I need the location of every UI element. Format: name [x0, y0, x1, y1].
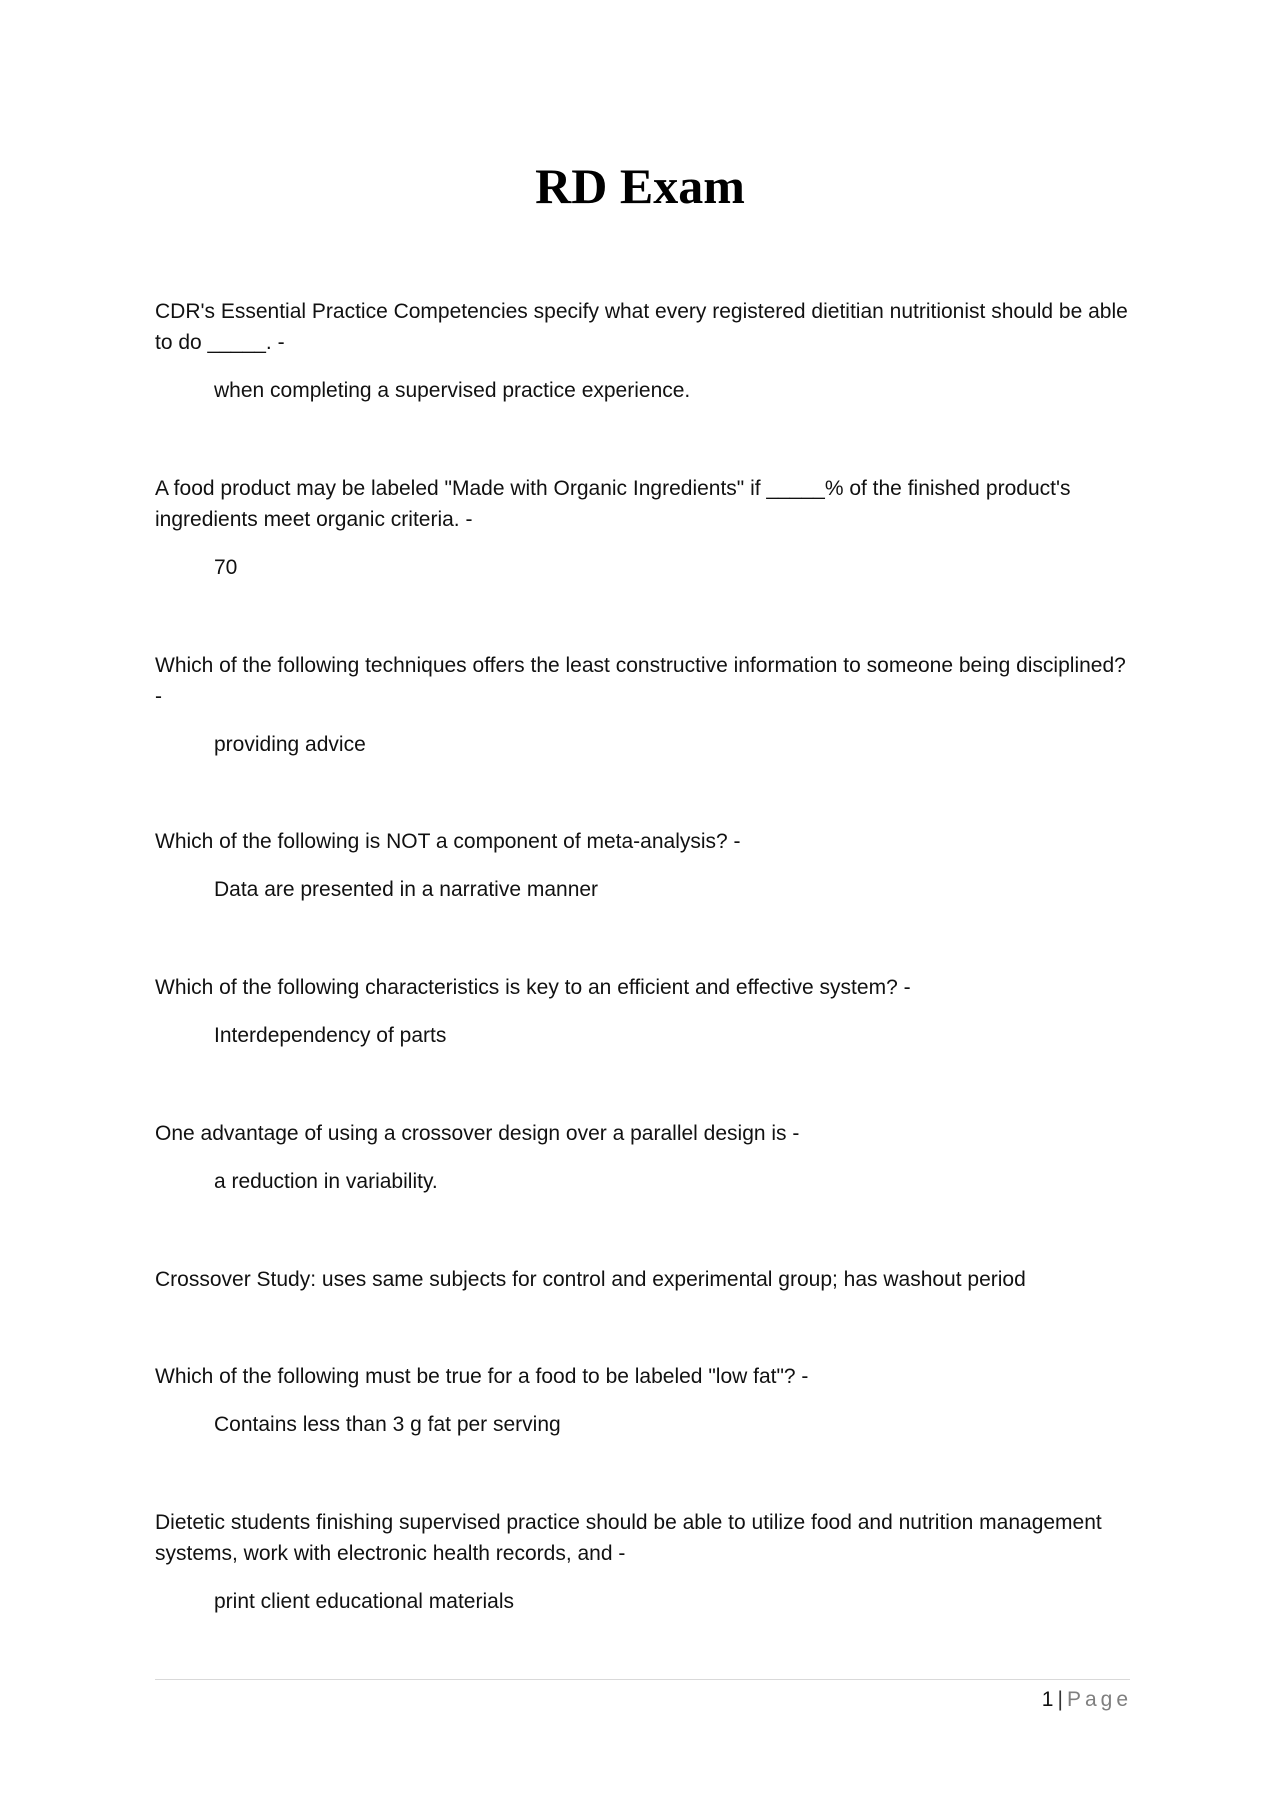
- answer-text: 70: [214, 556, 238, 579]
- qa-item-9: [155, 1507, 1135, 1617]
- qa-item-1: [155, 296, 1135, 406]
- qa-item-6: [155, 1118, 1135, 1197]
- footer-separator: |: [1057, 1688, 1063, 1711]
- question-text: Dietetic students finishing supervised practice should be able to utilize food and nutrition management systems, work with electronic health records, and -: [155, 1511, 1102, 1565]
- qa-item-7: [155, 1264, 1135, 1295]
- page-number: 1: [1041, 1688, 1054, 1711]
- page-title: RD Exam: [535, 158, 745, 214]
- question-text: Which of the following is NOT a component of meta-analysis? -: [155, 830, 741, 853]
- answer-text: providing advice: [214, 733, 366, 756]
- footer-divider: [155, 1679, 1130, 1680]
- qa-item-2: [155, 473, 1135, 583]
- answer-text: print client educational materials: [214, 1590, 514, 1613]
- statement-text: Crossover Study: uses same subjects for control and experimental group; has washout period: [155, 1268, 1026, 1291]
- question-text: CDR's Essential Practice Competencies specify what every registered dietitian nutritionist should be able to do _____. -: [155, 300, 1128, 354]
- answer-text: when completing a supervised practice experience.: [214, 379, 691, 402]
- qa-item-3: [155, 650, 1135, 760]
- question-text: Which of the following characteristics is key to an efficient and effective system? -: [155, 976, 911, 999]
- question-text: Which of the following must be true for a food to be labeled "low fat"? -: [155, 1365, 809, 1388]
- page-label: Page: [1066, 1688, 1132, 1711]
- answer-text: Data are presented in a narrative manner: [214, 878, 599, 901]
- answer-text: a reduction in variability.: [214, 1170, 438, 1193]
- answer-text: Interdependency of parts: [214, 1024, 447, 1047]
- question-text: One advantage of using a crossover design over a parallel design is -: [155, 1122, 800, 1145]
- question-text: A food product may be labeled "Made with Organic Ingredients" if _____% of the finished product's ingredients meet organic criteria. -: [155, 477, 1071, 531]
- page-footer: [1042, 1686, 1132, 1714]
- answer-text: Contains less than 3 g fat per serving: [214, 1413, 561, 1436]
- question-text: Which of the following techniques offers the least constructive information to someone being disciplined? -: [155, 654, 1126, 708]
- qa-item-5: [155, 972, 1135, 1051]
- qa-item-4: [155, 826, 1135, 905]
- qa-item-8: [155, 1361, 1135, 1440]
